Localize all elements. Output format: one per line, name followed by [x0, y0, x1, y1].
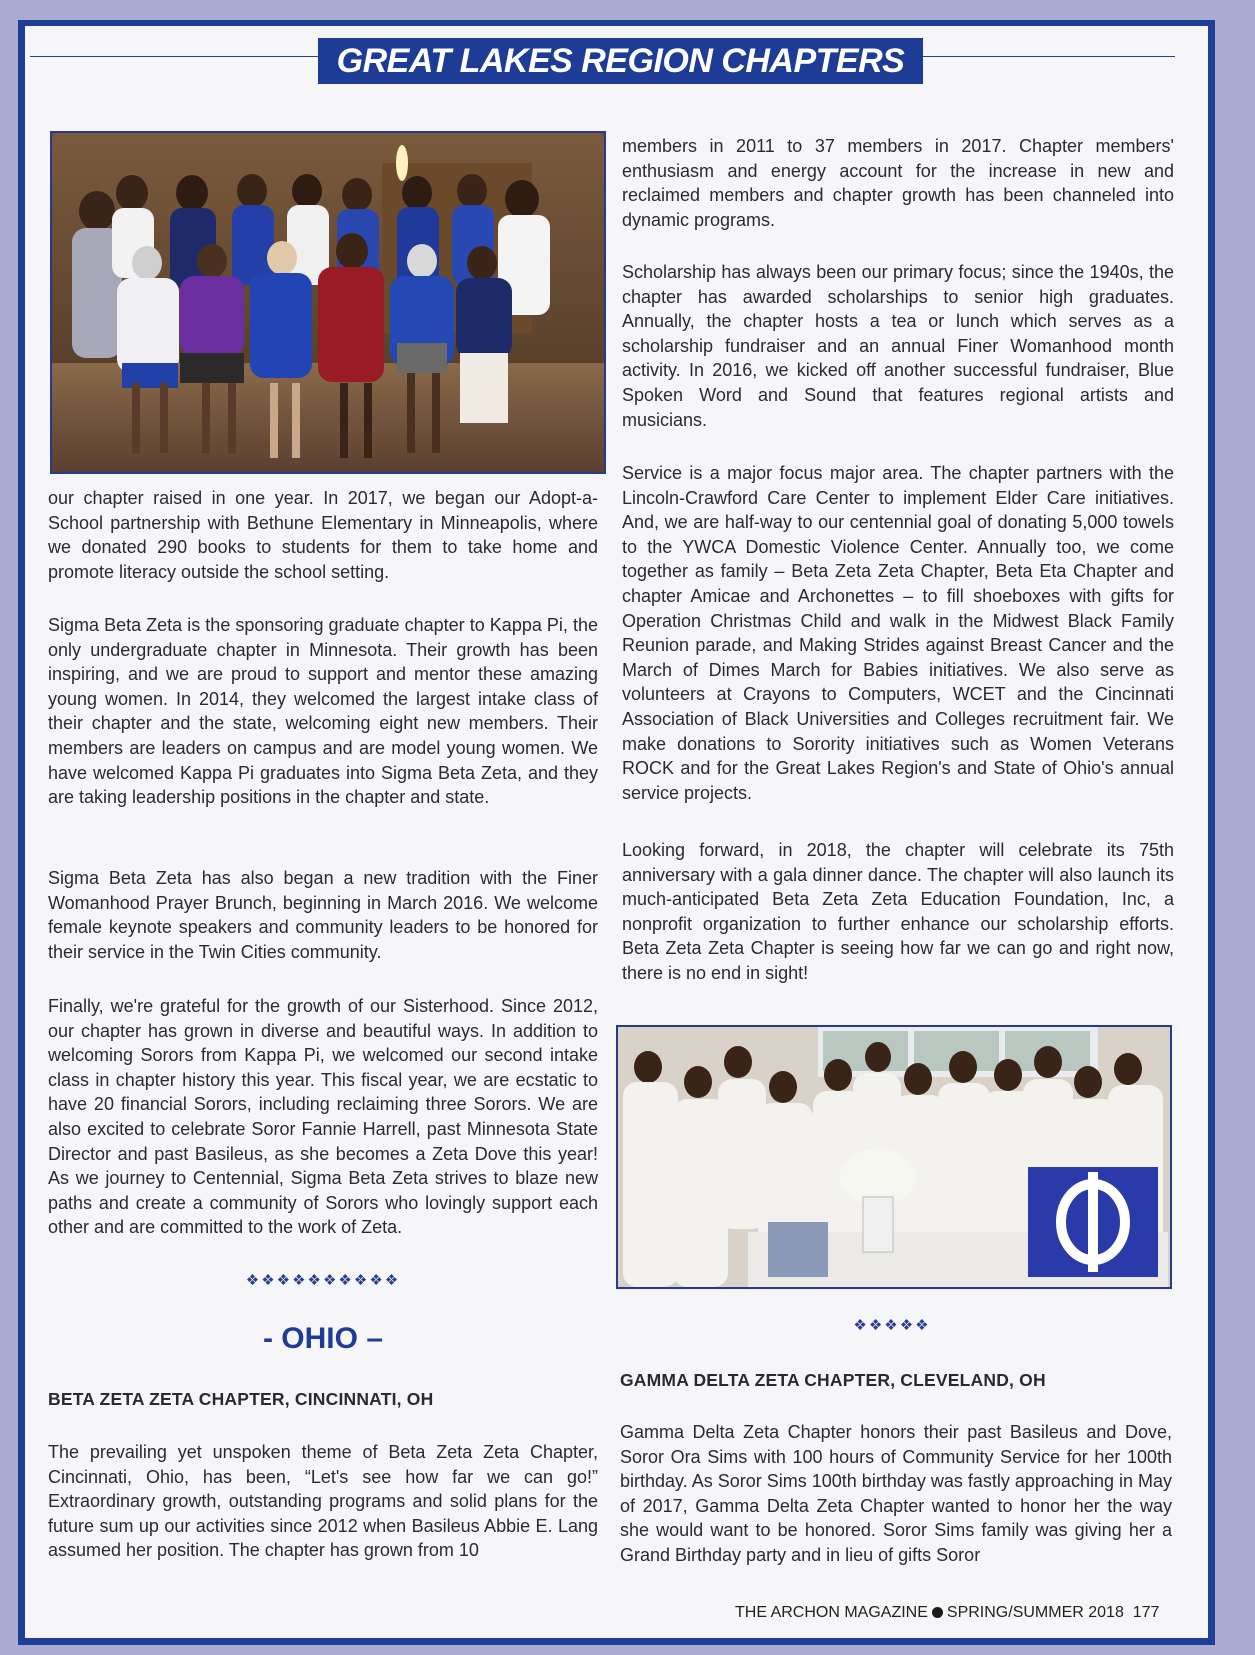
bullet-dot-icon: [932, 1607, 943, 1618]
left-paragraph-5: The prevailing yet unspoken theme of Beta Zeta Zeta Chapter, Cincinnati, Ohio, has been, “Let's see how far we can go!” Extraordinary growth, outstanding programs and solid plans for the future sum up our activities since 2012 when Basileus Abbie E. Lang assumed her position. The chapter has grown from 10: [48, 1442, 598, 1561]
right-paragraph-5: Gamma Delta Zeta Chapter honors their past Basileus and Dove, Soror Ora Sims with 100 hours of Community Service for her 100th birthday. As Soror Sims 100th birthday was fastly approaching in May of 2017, Gamma Delta Zeta Chapter wanted to honor her the way she would want to be honored. Soror Sims family was giving her a Grand Birthday party and in lieu of gifts Soror: [620, 1422, 1172, 1565]
left-paragraph-3: Sigma Beta Zeta has also began a new tradition with the Finer Womanhood Prayer Brunch, beginning in March 2016. We welcome female keynote speakers and community leaders to be honored for their service in the Twin Cities community.: [48, 868, 598, 962]
left-paragraph-2: Sigma Beta Zeta is the sponsoring graduate chapter to Kappa Pi, the only undergraduate chapter in Minnesota. Their growth has been inspiring, and we are proud to support and mentor these amazing young women. In 2014, they welcomed the largest intake class of their chapter and the state, welcoming eight new members. Their members are leaders on campus and are model young women. We have welcomed Kappa Pi graduates into Sigma Beta Zeta, and they are taking leadership positions in the chapter and state.: [48, 615, 598, 808]
header-rule-left: [30, 56, 318, 57]
page-title: GREAT LAKES REGION CHAPTERS: [318, 38, 923, 84]
gamma-delta-zeta-heading: GAMMA DELTA ZETA CHAPTER, CLEVELAND, OH: [620, 1370, 1046, 1390]
page-footer: [735, 1604, 1159, 1622]
page-number: 177: [1132, 1604, 1160, 1621]
page-header: [30, 38, 1175, 80]
left-paragraph-4: Finally, we're grateful for the growth of our Sisterhood. Since 2012, our chapter has grown in diverse and beautiful ways. In addition to welcoming Sorors from Kappa Pi, we welcomed our second intake class in chapter history this year. This fiscal year, we are ecstatic to have 20 financial Sorors, including reclaiming three Sorors. We are also excited to celebrate Soror Fannie Harrell, past Minnesota State Director and past Basileus, as she becomes a Zeta Dove this year! As we journey to Centennial, Sigma Beta Zeta strives to blaze new paths and create a community of Sorors who lovingly support each other and are committed to the work of Zeta.: [48, 996, 598, 1238]
header-rule-right: [923, 56, 1175, 57]
right-paragraph-2: Scholarship has always been our primary focus; since the 1940s, the chapter has awarded scholarships to senior high graduates. Annually, the chapter hosts a tea or lunch which serves as a scholarship fundraiser and an annual Finer Womanhood month activity. In 2016, we kicked off another successful fundraiser, Blue Spoken Word and Sound that features regional artists and musicians.: [622, 262, 1174, 430]
group-photo-white: [616, 1025, 1172, 1289]
right-paragraph-1: members in 2011 to 37 members in 2017. Chapter members' enthusiasm and energy account for the increase in new and reclaimed members and chapter growth has been channeled into dynamic programs.: [622, 136, 1174, 230]
issue-name: SPRING/SUMMER 2018: [946, 1604, 1124, 1621]
right-paragraph-4: Looking forward, in 2018, the chapter will celebrate its 75th anniversary with a gala dinner dance. The chapter will also launch its much-anticipated Beta Zeta Zeta Education Foundation, Inc, a nonprofit organization to further enhance our scholarship efforts. Beta Zeta Zeta Chapter is seeing how far we can go and right now, there is no end in sight!: [622, 840, 1174, 983]
magazine-name: THE ARCHON MAGAZINE: [735, 1604, 928, 1621]
right-ornament-divider: ❖❖❖❖❖: [853, 1317, 931, 1334]
left-paragraph-1: our chapter raised in one year. In 2017, we began our Adopt-a-School partnership with Bethune Elementary in Minneapolis, where we donated 290 books to students for them to take home and promote literacy outside the school setting.: [48, 488, 598, 582]
ohio-section-title: - OHIO –: [262, 1322, 383, 1355]
right-paragraph-3: Service is a major focus major area. The chapter partners with the Lincoln-Crawford Care Center to implement Elder Care initiatives. And, we are half-way to our centennial goal of donating 5,000 towels to the YWCA Domestic Violence Center. Annually too, we come together as family – Beta Zeta Zeta Chapter, Beta Eta Chapter and chapter Amicae and Archonettes – to fill shoeboxes with gifts for Operation Christmas Child and walk in the Midwest Black Family Reunion parade, and Making Strides against Breast Cancer and the March of Dimes March for Babies initiatives. We also serve as volunteers at Crayons to Computers, WCET and the Cincinnati Association of Black Universities and Colleges recruitment fair. We make donations to Sorority initiatives such as Women Veterans ROCK and for the Great Lakes Region's and State of Ohio's annual service projects.: [622, 463, 1174, 803]
group-photo-blue: [50, 131, 606, 474]
beta-zeta-zeta-heading: BETA ZETA ZETA CHAPTER, CINCINNATI, OH: [48, 1389, 434, 1409]
left-ornament-divider: ❖❖❖❖❖❖❖❖❖❖: [245, 1272, 401, 1289]
